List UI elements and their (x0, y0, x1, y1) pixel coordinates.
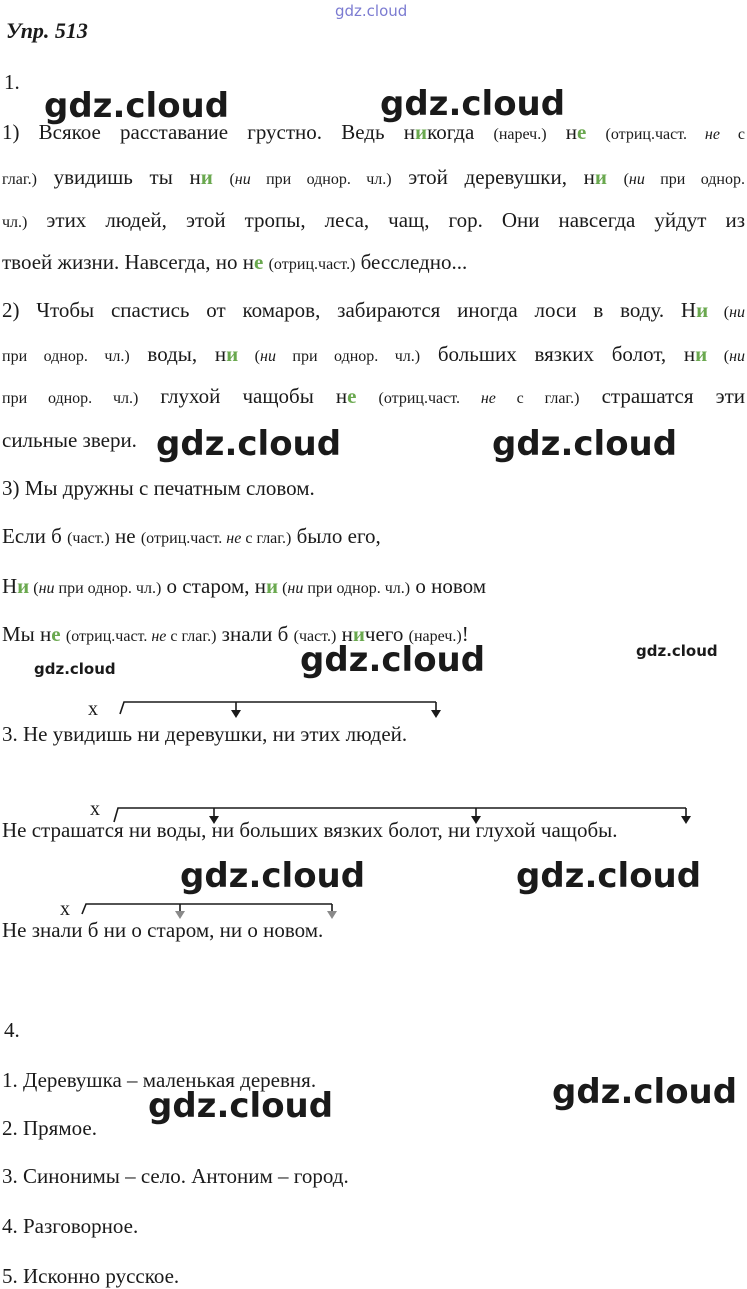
watermark-1: gdz.cloud (44, 86, 230, 126)
watermark-top: gdz.cloud (335, 2, 408, 20)
s4-item-3: 3. Синонимы – село. Антоним – город. (2, 1164, 349, 1188)
watermark-6: gdz.cloud (300, 640, 486, 680)
p1-line-1: 1) Всякое расставание грустно. Ведь никогда (нареч.) не (отриц.част. не с (2, 120, 746, 144)
watermark-5: gdz.cloud (34, 660, 116, 678)
p1-line-3: чл.) этих людей, этой тропы, леса, чащ, гор. Они навсегда уйдут из (2, 208, 745, 232)
watermark-4: gdz.cloud (492, 424, 678, 464)
section-1-number: 1. (4, 70, 20, 94)
s4-item-5: 5. Исконно русское. (2, 1264, 180, 1288)
scheme-2-sentence: Не страшатся ни воды, ни больших вязких болот, ни глухой чащобы. (2, 818, 618, 842)
p1-line-2: глаг.) увидишь ты ни (ни при однор. чл.) этой деревушки, ни (ни при однор. (2, 165, 745, 189)
scheme-3-sentence: Не знали б ни о старом, ни о новом. (2, 918, 324, 942)
watermark-8: gdz.cloud (180, 856, 366, 896)
p2-line-3: при однор. чл.) глухой чащобы не (отриц.част. не с глаг.) страшатся эти (2, 384, 746, 408)
watermark-3: gdz.cloud (156, 424, 342, 464)
p3-line-1: 3) Мы дружны с печатным словом. (2, 476, 315, 500)
p3-line-2: Если б (част.) не (отриц.част. не с глаг.) было его, (2, 524, 381, 548)
p1-line-4: твоей жизни. Навсегда, но не (отриц.част.) бесследно... (2, 250, 468, 274)
scheme-3-marker: х (60, 898, 70, 920)
watermark-11: gdz.cloud (552, 1072, 738, 1112)
scheme-1-marker: х (88, 698, 98, 720)
watermark-2: gdz.cloud (380, 84, 566, 124)
scheme-1-sentence: 3. Не увидишь ни деревушки, ни этих людей. (2, 722, 408, 746)
p3-line-3: Ни (ни при однор. чл.) о старом, ни (ни при однор. чл.) о новом (2, 574, 486, 598)
p3-line-4: Мы не (отриц.част. не с глаг.) знали б (част.) ничего (нареч.)! (2, 622, 469, 646)
s4-item-1: 1. Деревушка – маленькая деревня. (2, 1068, 317, 1092)
watermark-7: gdz.cloud (636, 642, 718, 660)
p2-line-2: при однор. чл.) воды, ни (ни при однор. чл.) больших вязких болот, ни (ни (2, 342, 746, 366)
watermark-9: gdz.cloud (516, 856, 702, 896)
section-4-number: 4. (4, 1018, 20, 1042)
watermark-10: gdz.cloud (148, 1086, 334, 1126)
scheme-2-marker: х (90, 798, 100, 820)
s4-item-4: 4. Разговорное. (2, 1214, 139, 1238)
exercise-title: Упр. 513 (6, 18, 88, 43)
s4-item-2: 2. Прямое. (2, 1116, 97, 1140)
p2-line-4: сильные звери. (2, 428, 137, 452)
p2-line-1: 2) Чтобы спастись от комаров, забираются иногда лоси в воду. Ни (ни (2, 298, 746, 322)
